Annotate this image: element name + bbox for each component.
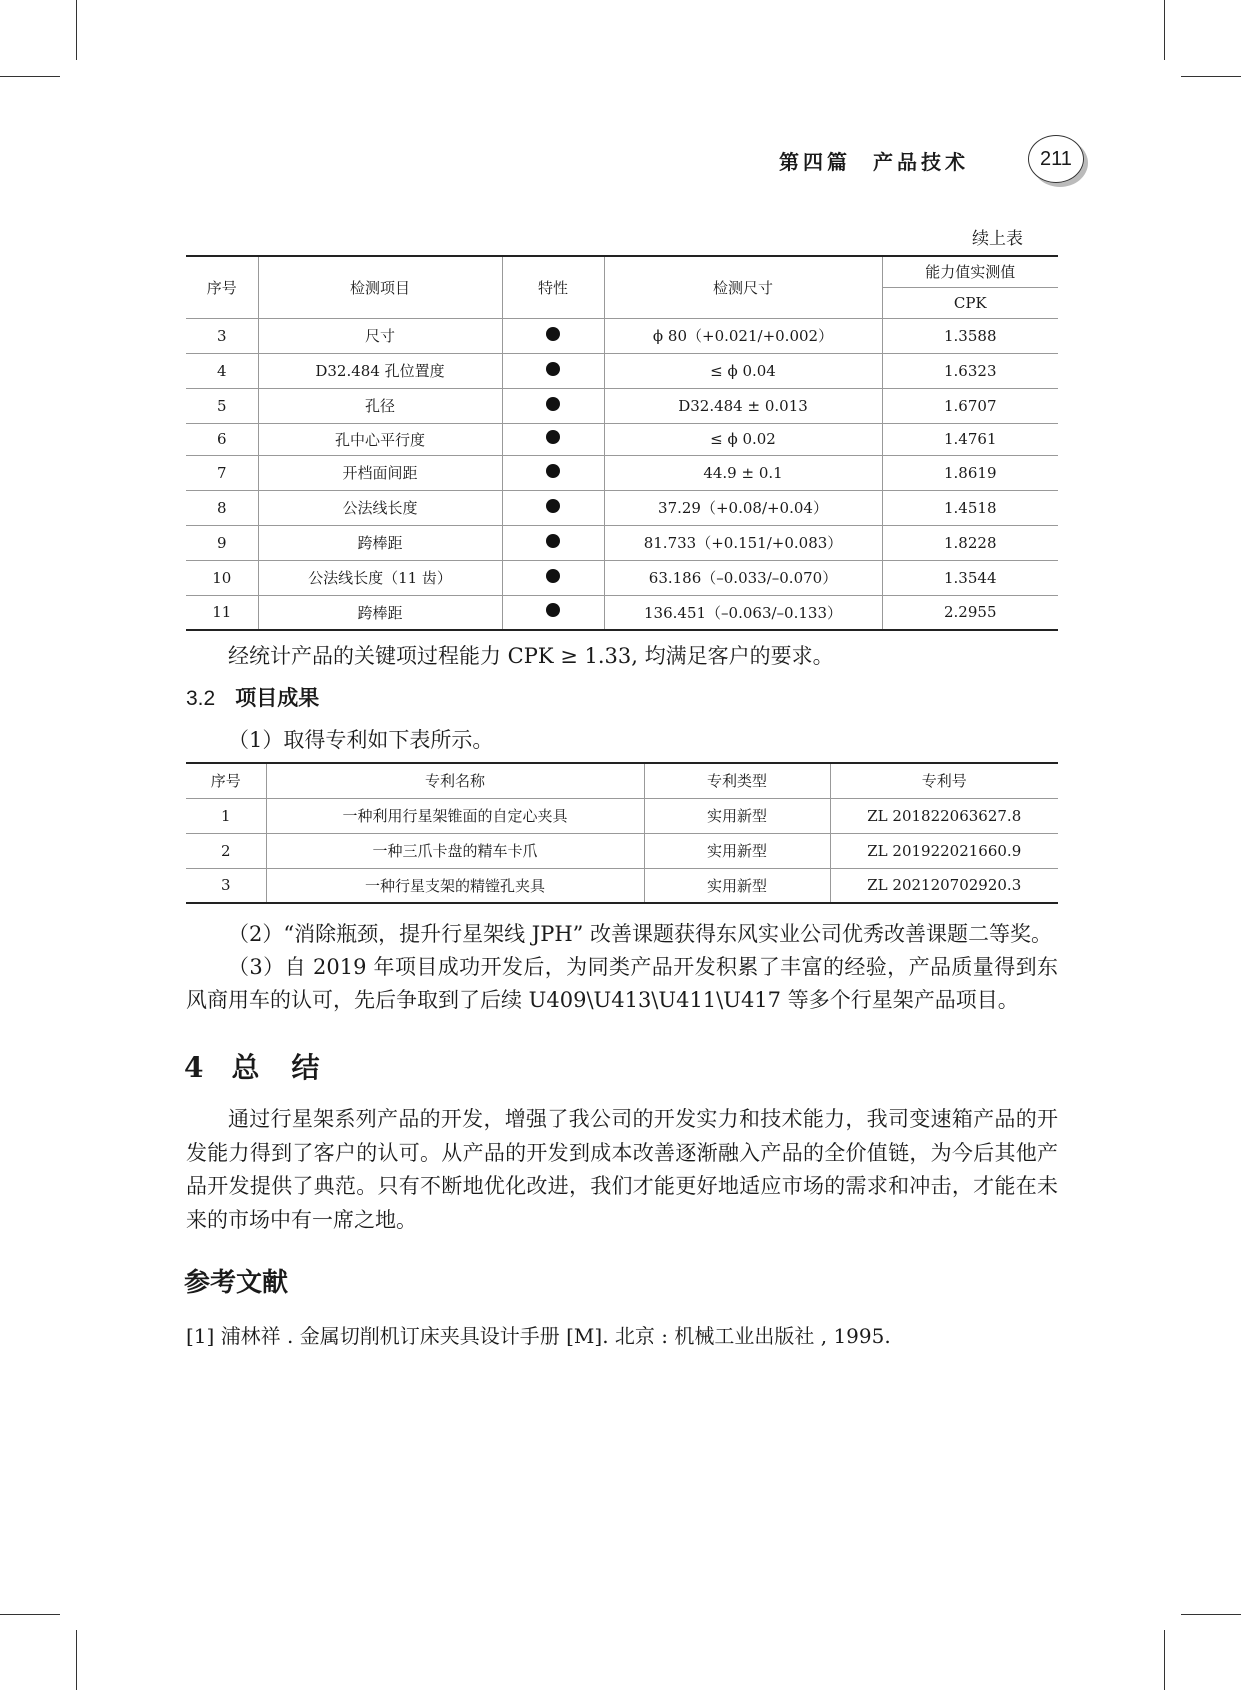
cell-item: 孔中心平行度 <box>258 423 502 455</box>
section-title: 项目成果 <box>235 687 320 710</box>
cell-id: ZL 201922021660.9 <box>830 833 1058 868</box>
cell-id: ZL 202120702920.3 <box>830 868 1058 903</box>
cell-id: ZL 201822063627.8 <box>830 798 1058 833</box>
critical-dot-icon <box>546 430 560 444</box>
cell-type: 实用新型 <box>644 798 830 833</box>
th-cpk: CPK <box>882 287 1058 318</box>
cell-cpk: 1.3544 <box>882 560 1058 595</box>
patent-table <box>186 762 1058 904</box>
cell-name: 一种行星支架的精镗孔夹具 <box>266 868 644 903</box>
reference-item: [1] 浦林祥 . 金属切削机订床夹具设计手册 [M]. 北京 : 机械工业出版社 , 1995. <box>186 1324 891 1348</box>
cell-no: 4 <box>186 353 258 388</box>
th-no: 序号 <box>186 256 258 318</box>
crop-mark <box>1181 76 1241 77</box>
crop-mark <box>76 0 77 60</box>
projects-paragraph: （3）自 2019 年项目成功开发后，为同类产品开发积累了丰富的经验，产品质量得到东风商用车的认可，先后争取到了后续 U409\U413\U411\U417 等多个行星架产品项目。 <box>186 955 1058 1012</box>
cell-cpk: 1.3588 <box>882 318 1058 353</box>
cell-no: 7 <box>186 455 258 490</box>
header-part: 第四篇 <box>779 150 851 174</box>
cell-name: 一种利用行星架锥面的自定心夹具 <box>266 798 644 833</box>
cell-dim: ϕ 80（+0.021/+0.002） <box>604 318 882 353</box>
cell-no: 11 <box>186 595 258 630</box>
cell-no: 3 <box>186 868 266 903</box>
critical-dot-icon <box>546 603 560 617</box>
cell-no: 1 <box>186 798 266 833</box>
inspection-table <box>186 255 1058 631</box>
crop-mark <box>76 1630 77 1690</box>
section-number: 3.2 <box>186 687 216 710</box>
cell-no: 5 <box>186 388 258 423</box>
cell-item: 公法线长度（11 齿） <box>258 560 502 595</box>
cell-dim: ≤ ϕ 0.04 <box>604 353 882 388</box>
cell-cpk: 1.4761 <box>882 423 1058 455</box>
references-heading: 参考文献 <box>184 1268 289 1298</box>
th-name: 专利名称 <box>266 763 644 798</box>
th-type: 专利类型 <box>644 763 830 798</box>
cell-cpk: 1.6707 <box>882 388 1058 423</box>
cell-dim: 81.733（+0.151/+0.083） <box>604 525 882 560</box>
cell-dim: D32.484 ± 0.013 <box>604 388 882 423</box>
critical-dot-icon <box>546 327 560 341</box>
cell-type: 实用新型 <box>644 833 830 868</box>
cell-no: 3 <box>186 318 258 353</box>
section-3-2-heading <box>186 682 319 712</box>
cell-item: 开档面间距 <box>258 455 502 490</box>
crop-mark <box>0 76 60 77</box>
cell-dim: 136.451（–0.063/–0.133） <box>604 595 882 630</box>
critical-dot-icon <box>546 464 560 478</box>
critical-dot-icon <box>546 569 560 583</box>
cell-cpk: 1.8619 <box>882 455 1058 490</box>
cell-dim: ≤ ϕ 0.02 <box>604 423 882 455</box>
cell-no: 9 <box>186 525 258 560</box>
continued-label: 续上表 <box>972 229 1023 249</box>
cell-no: 6 <box>186 423 258 455</box>
cell-cpk: 1.4518 <box>882 490 1058 525</box>
cell-dim: 44.9 ± 0.1 <box>604 455 882 490</box>
cell-no: 10 <box>186 560 258 595</box>
th-dim: 检测尺寸 <box>604 256 882 318</box>
critical-dot-icon <box>546 397 560 411</box>
patent-intro: （1）取得专利如下表所示。 <box>228 728 494 752</box>
cell-no: 2 <box>186 833 266 868</box>
cell-item: 跨棒距 <box>258 595 502 630</box>
cell-item: 公法线长度 <box>258 490 502 525</box>
cell-cpk: 2.2955 <box>882 595 1058 630</box>
cell-item: 孔径 <box>258 388 502 423</box>
cell-dim: 63.186（–0.033/–0.070） <box>604 560 882 595</box>
cpk-paragraph: 经统计产品的关键项过程能力 CPK ≥ 1.33, 均满足客户的要求。 <box>228 644 834 668</box>
cell-cpk: 1.8228 <box>882 525 1058 560</box>
header-section: 产品技术 <box>873 150 969 174</box>
section-number: 4 <box>184 1051 206 1084</box>
summary-paragraph: 通过行星架系列产品的开发，增强了我公司的开发实力和技术能力，我司变速箱产品的开发能力得到了客户的认可。从产品的开发到成本改善逐渐融入产品的全价值链，为今后其他产品开发提供了典范。只有不断地优化改进，我们才能更好地适应市场的需求和冲击，才能在未来的市场中有一席之地。 <box>186 1107 1058 1232</box>
award-paragraph: （2）“消除瓶颈，提升行星架线 JPH” 改善课题获得东风实业公司优秀改善课题二等奖。 <box>228 922 1053 946</box>
critical-dot-icon <box>546 362 560 376</box>
running-header <box>779 146 969 175</box>
crop-mark <box>1181 1614 1241 1615</box>
th-no: 序号 <box>186 763 266 798</box>
th-char: 特性 <box>502 256 604 318</box>
page-number: 211 <box>1028 135 1084 183</box>
th-item: 检测项目 <box>258 256 502 318</box>
cell-item: D32.484 孔位置度 <box>258 353 502 388</box>
cell-type: 实用新型 <box>644 868 830 903</box>
crop-mark <box>1164 0 1165 60</box>
section-title: 总 结 <box>231 1051 322 1084</box>
cell-name: 一种三爪卡盘的精车卡爪 <box>266 833 644 868</box>
cell-cpk: 1.6323 <box>882 353 1058 388</box>
th-id: 专利号 <box>830 763 1058 798</box>
cell-item: 跨棒距 <box>258 525 502 560</box>
th-capability: 能力值实测值 <box>882 256 1058 287</box>
critical-dot-icon <box>546 534 560 548</box>
cell-dim: 37.29（+0.08/+0.04） <box>604 490 882 525</box>
cell-no: 8 <box>186 490 258 525</box>
section-4-heading <box>184 1046 322 1086</box>
critical-dot-icon <box>546 499 560 513</box>
cell-item: 尺寸 <box>258 318 502 353</box>
crop-mark <box>1164 1630 1165 1690</box>
crop-mark <box>0 1614 60 1615</box>
